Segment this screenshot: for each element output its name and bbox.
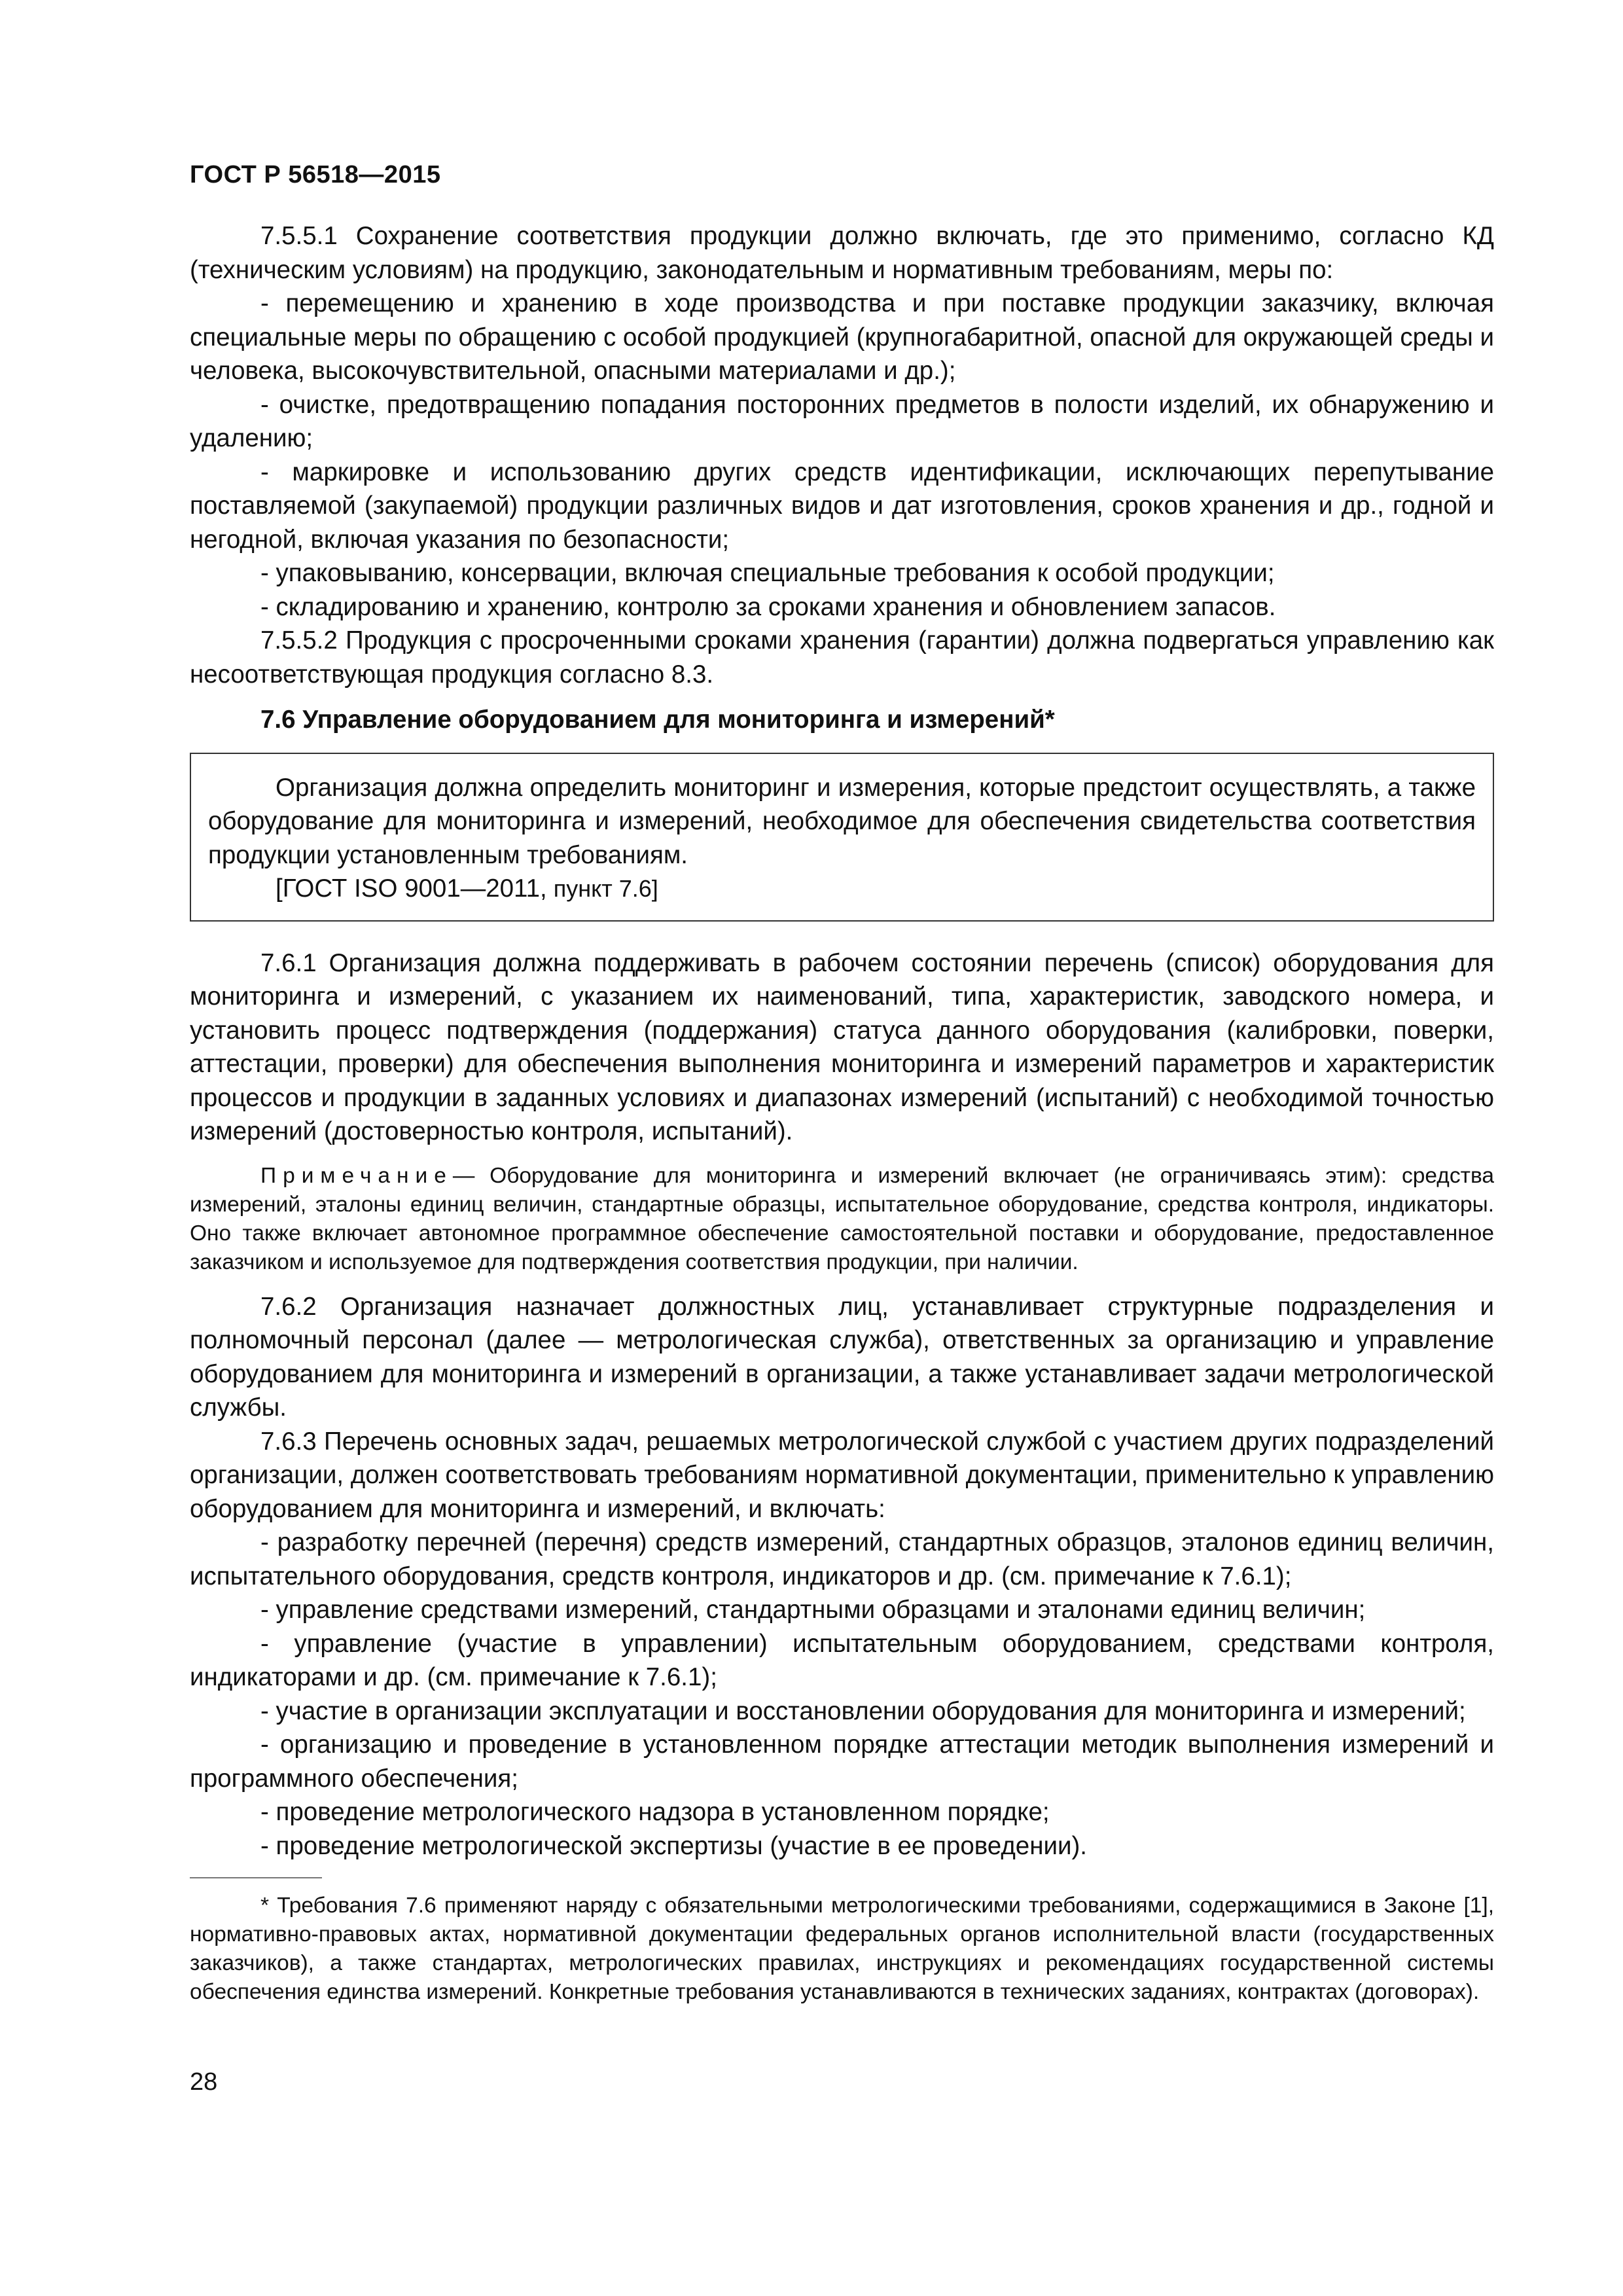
quote-reference-main: [ГОСТ ISO 9001—2011, (276, 874, 547, 903)
note (190, 1162, 1494, 1277)
quote-text: Организация должна определить мониторинг и измерения, которые предстоит осуществлять, а также оборудование для мониторинга и измерений, необходимое для обеспечения свидетельства соответствия продукции установленным требованиям. (208, 773, 1476, 869)
list-item: - организацию и проведение в установленном порядке аттестации методик выполнения измерений и программного обеспечения; (190, 1731, 1494, 1793)
paragraph-7-5-5-1: 7.5.5.1 Сохранение соответствия продукции должно включать, где это применимо, согласно КД (техническим условиям) на продукцию, законодательным и нормативным требованиям, меры по: (190, 222, 1494, 284)
document-header: ГОСТ Р 56518—2015 (190, 161, 441, 188)
list-item: - очистке, предотвращению попадания посторонних предметов в полости изделий, их обнаружению и удалению; (190, 390, 1494, 452)
paragraph-7-5-5-2: 7.5.5.2 Продукция с просроченными сроками хранения (гарантии) должна подвергаться управлению как несоответствующая продукция согласно 8.3. (190, 626, 1494, 689)
list-item: - управление (участие в управлении) испытательным оборудованием, средствами контроля, индикаторами и др. (см. примечание к 7.6.1); (190, 1629, 1494, 1691)
footnote: * Требования 7.6 применяют наряду с обязательными метрологическими требованиями, содержащимися в Законе [1], нормативно-правовых актах, нормативной документации федеральных органов исполнительной власти (государственных заказчиков), а также стандартах, метрологических правилах, инструкциях и рекомендациях государственной системы обеспечения единства измерений. Конкретные требования устанавливаются в технических заданиях, контрактах (договорах). (190, 1893, 1494, 2004)
list-item: - маркировке и использованию других средств идентификации, исключающих перепутывание поставляемой (закупаемой) продукции различных видов и дат изготовления, сроков хранения и др., годной и негодной, включая указания по безопасности; (190, 457, 1494, 554)
footnote-divider (190, 1877, 322, 1878)
paragraph-7-6-3: 7.6.3 Перечень основных задач, решаемых метрологической службой с участием других подразделений организации, должен соответствовать требованиям нормативной документации, применительно к управлению оборудованием для мониторинга и измерений, и включать: (190, 1427, 1494, 1523)
list-item: - перемещению и хранению в ходе производства и при поставке продукции заказчику, включая специальные меры по обращению с особой продукцией (крупногабаритной, опасной для окружающей среды и человека, высокочувствительной, опасными материалами и др.); (190, 289, 1494, 385)
list-item: - разработку перечней (перечня) средств измерений, стандартных образцов, эталонов единиц величин, испытательного оборудования, средств контроля, индикаторов и др. (см. примечание к 7.6.1); (190, 1528, 1494, 1590)
note-label: Примечание (260, 1163, 453, 1188)
list-item: - проведение метрологического надзора в установленном порядке; (260, 1798, 1050, 1826)
list-item: - складированию и хранению, контролю за сроками хранения и обновлением запасов. (260, 592, 1276, 621)
quote-reference (208, 872, 1476, 906)
list-item: - управление средствами измерений, стандартными образцами и эталонами единиц величин; (260, 1596, 1366, 1624)
list-item: - проведение метрологической экспертизы (участие в ее проведении). (260, 1831, 1087, 1860)
page-number: 28 (190, 2068, 218, 2096)
iso-quote-box (190, 753, 1494, 922)
quote-reference-point: пункт 7.6] (546, 875, 658, 902)
note-text: — Оборудование для мониторинга и измерений включает (не ограничиваясь этим): средства измерений, эталоны единиц величин, стандартные образцы, испытательное оборудование, средства контроля, индикаторы. Оно также включает автономное программное обеспечение самостоятельной поставки и оборудование, предоставленное заказчиком и используемое для подтверждения соответствия продукции, при наличии. (190, 1163, 1494, 1274)
list-item: - участие в организации эксплуатации и восстановлении оборудования для мониторинга и измерений; (260, 1696, 1466, 1725)
page-content (190, 161, 1494, 1863)
section-heading-7-6: 7.6 Управление оборудованием для мониторинга и измерений* (260, 706, 1055, 734)
paragraph-7-6-1: 7.6.1 Организация должна поддерживать в рабочем состоянии перечень (список) оборудования для мониторинга и измерений, с указанием их наименований, типа, характеристик, заводского номера, и установить процесс подтверждения (поддержания) статуса данного оборудования (калибровки, поверки, аттестации, проверки) для обеспечения выполнения мониторинга и измерений параметров и характеристик процессов и продукции в заданных условиях и диапазонах измерений (испытаний) с необходимой точностью измерений (достоверностью контроля, испытаний). (190, 948, 1494, 1145)
paragraph-7-6-2: 7.6.2 Организация назначает должностных лиц, устанавливает структурные подразделения и полномочный персонал (далее — метрологическая служба), ответственных за организацию и управление оборудованием для мониторинга и измерений в организации, а также устанавливает задачи метрологической службы. (190, 1292, 1494, 1422)
list-item: - упаковыванию, консервации, включая специальные требования к особой продукции; (260, 559, 1275, 587)
